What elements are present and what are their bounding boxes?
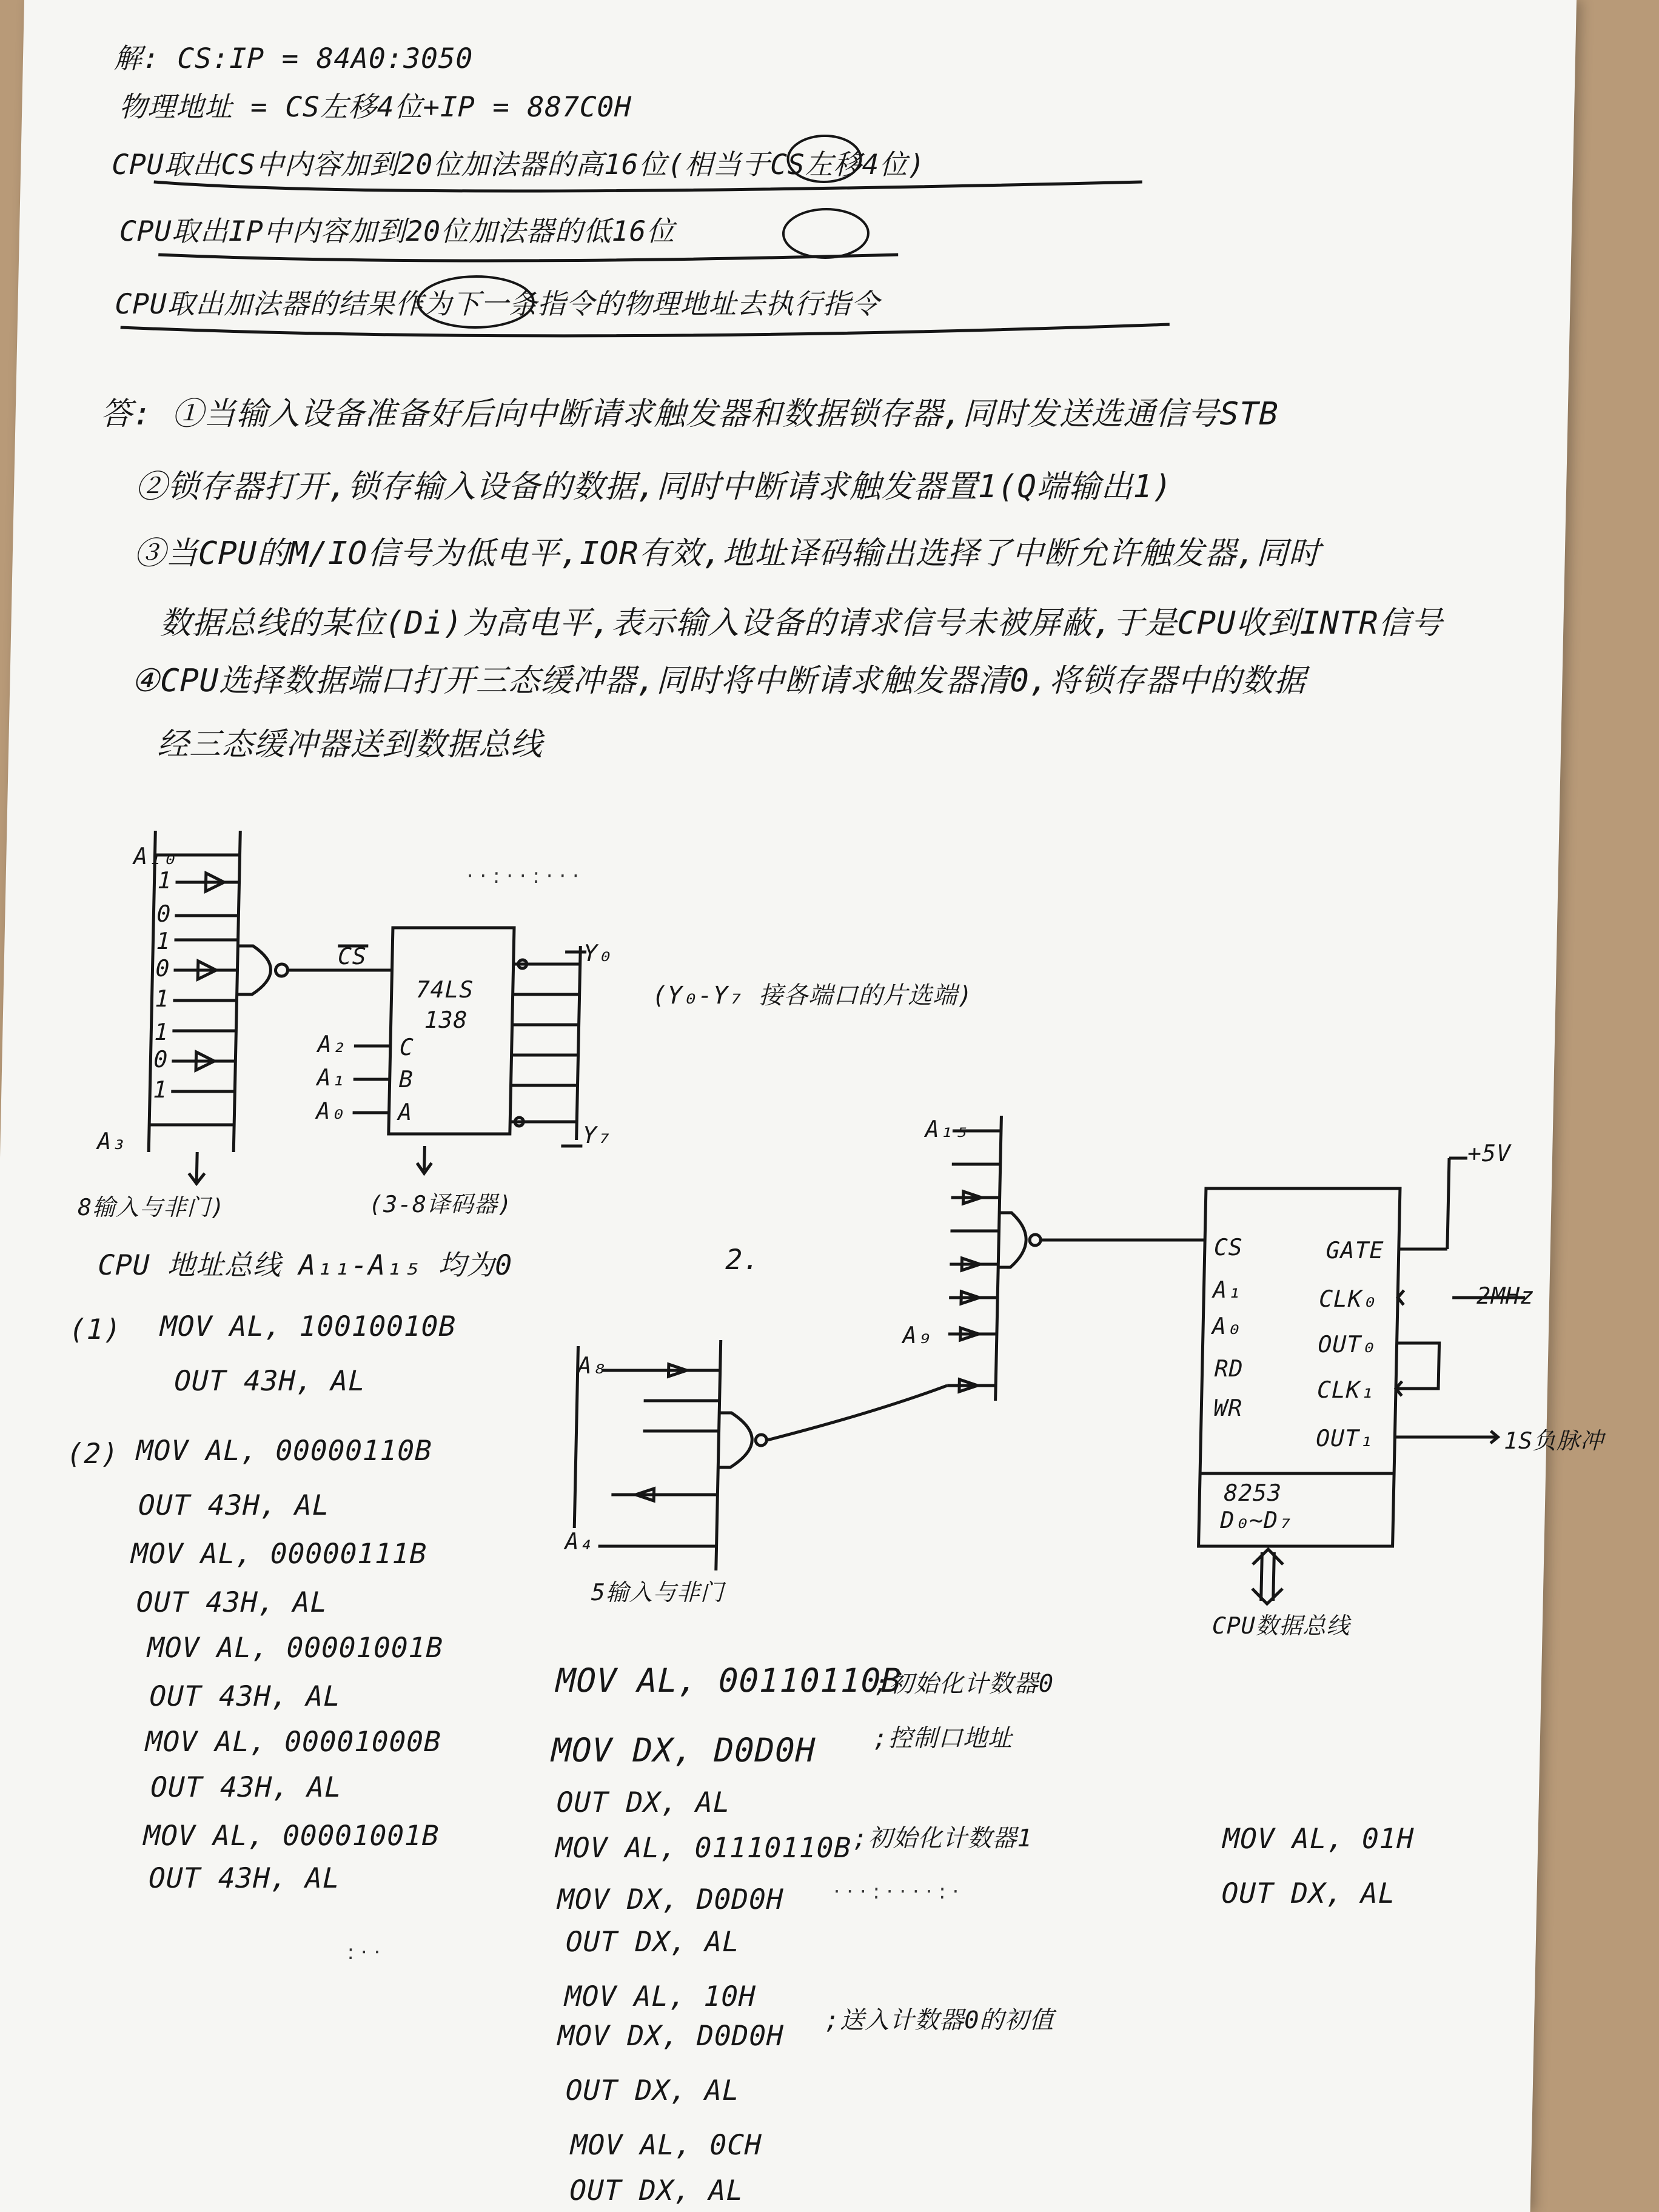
code-mid-1-comment: ;初始化计数器0 [874, 1670, 1054, 1698]
code-left-5: MOV AL, 00000111B [130, 1537, 427, 1570]
code-right-2: OUT DX, AL [1221, 1877, 1396, 1909]
header-line-2: 物理地址 = CS左移4位+IP = 887C0H [118, 90, 632, 123]
bit-2: 0 [156, 900, 172, 927]
answer-line-1: 答: ①当输入设备准备好后向中断请求触发器和数据锁存器,同时发送选通信号STB [100, 396, 1279, 432]
header-line-1: 解: CS:IP = 84A0:3050 [113, 42, 474, 75]
answer-line-6: 经三态缓冲器送到数据总线 [156, 726, 543, 763]
decoder-pin-b: B [398, 1066, 414, 1093]
bit-3: 1 [156, 928, 171, 954]
gate1-caption: 8输入与非门) [77, 1194, 226, 1221]
nand-gate-3 [718, 1413, 752, 1467]
code-left-12: OUT 43H, AL [148, 1862, 341, 1894]
code-mid-1: MOV AL, 00110110B [555, 1661, 902, 1700]
code-left-2: OUT 43H, AL [173, 1364, 366, 1397]
pin-cs: CS [1213, 1234, 1244, 1261]
pin-clk0: CLK₀ [1318, 1285, 1378, 1312]
decoder-input-a1: A₁ [317, 1064, 347, 1091]
gate3-top-label: A₈ [577, 1352, 608, 1379]
output-y0: Y₀ [583, 940, 613, 967]
code-mid-2: MOV DX, D0D0H [551, 1731, 816, 1769]
chip-8253-label: 8253 [1223, 1480, 1282, 1506]
pin-out1: OUT₁ [1315, 1425, 1375, 1452]
problem-number-2: 2. [725, 1243, 761, 1276]
speckle-2: · · · : · · · · : · [833, 1880, 959, 1904]
bit-8: 1 [152, 1076, 168, 1103]
pin-out0: OUT₀ [1318, 1331, 1376, 1358]
code-left-8: OUT 43H, AL [149, 1680, 341, 1712]
speckle-1: · · : · · : · · · [466, 864, 580, 888]
code-mid-7: MOV AL, 10H [564, 1980, 757, 2013]
header-line-5: CPU取出加法器的结果作为下一条指令的物理地址去执行指令 [114, 287, 880, 320]
code-left-10: OUT 43H, AL [150, 1771, 343, 1803]
bus-note: CPU 地址总线 A₁₁-A₁₅ 均为0 [97, 1248, 513, 1281]
decoder-pin-a: A [398, 1099, 413, 1125]
decoder-pin-c: C [399, 1034, 415, 1061]
pin-clk1: CLK₁ [1316, 1376, 1375, 1403]
output-pulse-label: 1S负脉冲 [1503, 1427, 1604, 1454]
code-mid-4-comment: ;初始化计数器1 [853, 1825, 1033, 1852]
bit-7: 0 [153, 1046, 169, 1073]
output-y7: Y₇ [582, 1122, 612, 1148]
pin-rd: RD [1214, 1355, 1244, 1382]
chip-name-line-1: 74LS [415, 976, 474, 1003]
decoder-input-a2: A₂ [317, 1031, 347, 1057]
code-mid-5: MOV DX, D0D0H [557, 1883, 784, 1915]
code-left-6: OUT 43H, AL [136, 1586, 328, 1618]
code-label-1: (1) [69, 1313, 122, 1346]
header-line-4: CPU取出IP中内容加到20位加法器的低16位 [119, 215, 675, 247]
code-mid-2-comment: ;控制口地址 [873, 1724, 1013, 1752]
code-left-1: MOV AL, 10010010B [159, 1310, 457, 1342]
data-bus-label: CPU数据总线 [1212, 1612, 1350, 1639]
clock-label: 2MHz [1476, 1282, 1535, 1309]
code-left-11: MOV AL, 00001001B [143, 1819, 440, 1852]
gate3-bottom-label: A₄ [565, 1528, 594, 1555]
gate2-bottom-label: A₉ [902, 1322, 933, 1349]
code-left-3: MOV AL, 00000110B [136, 1434, 433, 1467]
answer-line-4: 数据总线的某位(Di)为高电平,表示输入设备的请求信号未被屏蔽,于是CPU收到INTR信号 [159, 605, 1444, 642]
code-left-7: MOV AL, 00001001B [147, 1631, 444, 1664]
bit-4: 0 [155, 955, 170, 982]
vcc-label: +5V [1467, 1140, 1512, 1167]
bit-5: 1 [155, 985, 170, 1012]
pin-a0: A₀ [1212, 1313, 1242, 1339]
answer-line-2: ②锁存器打开,锁存输入设备的数据,同时中断请求触发器置1(Q端输出1) [135, 469, 1173, 505]
code-mid-4: MOV AL, 01110110B [555, 1831, 852, 1864]
pin-a1: A₁ [1212, 1276, 1242, 1303]
code-label-2: (2) [66, 1437, 119, 1470]
header-line-3: CPU取出CS中内容加到20位加法器的高16位(相当于CS左移4位) [111, 148, 926, 181]
answer-line-3: ③当CPU的M/IO信号为低电平,IOR有效,地址译码输出选择了中断允许触发器,同时 [133, 535, 1321, 572]
decoder-input-a0: A₀ [316, 1098, 346, 1124]
code-left-9: MOV AL, 00001000B [145, 1725, 442, 1758]
code-mid-11: OUT DX, AL [569, 2174, 744, 2207]
bit-1: 1 [157, 867, 172, 894]
answer-line-5: ④CPU选择数据端口打开三态缓冲器,同时将中断请求触发器清0,将锁存器中的数据 [130, 663, 1307, 699]
chip-data-pins: D₀~D₇ [1220, 1507, 1293, 1533]
chip-name-line-2: 138 [424, 1007, 468, 1033]
code-mid-9: OUT DX, AL [565, 2074, 740, 2106]
code-mid-8-comment: ;送入计数器0的初值 [824, 2006, 1054, 2034]
code-mid-8: MOV DX, D0D0H [557, 2019, 785, 2052]
gate2-top-label: A₁₅ [925, 1116, 970, 1142]
decoder-note: (Y₀-Y₇ 接各端口的片选端) [652, 982, 973, 1010]
code-mid-3: OUT DX, AL [556, 1786, 731, 1818]
decoder-caption: (3-8译码器) [368, 1191, 513, 1218]
code-mid-10: MOV AL, 0CH [570, 2128, 763, 2161]
gate1-top-label: A₁₀ [133, 843, 178, 870]
code-right-1: MOV AL, 01H [1222, 1822, 1415, 1855]
pin-gate: GATE [1326, 1237, 1384, 1264]
speckle-3: : · · [347, 1940, 381, 1965]
pin-wr: WR [1213, 1395, 1243, 1421]
gate3-caption: 5输入与非门 [591, 1579, 725, 1606]
bit-6: 1 [153, 1019, 169, 1045]
cs-label: CS [337, 943, 367, 970]
gate1-bottom-label: A₃ [97, 1128, 127, 1155]
nand-gate-2 [998, 1213, 1027, 1267]
code-mid-6: OUT DX, AL [565, 1925, 740, 1958]
code-left-4: OUT 43H, AL [138, 1489, 330, 1521]
